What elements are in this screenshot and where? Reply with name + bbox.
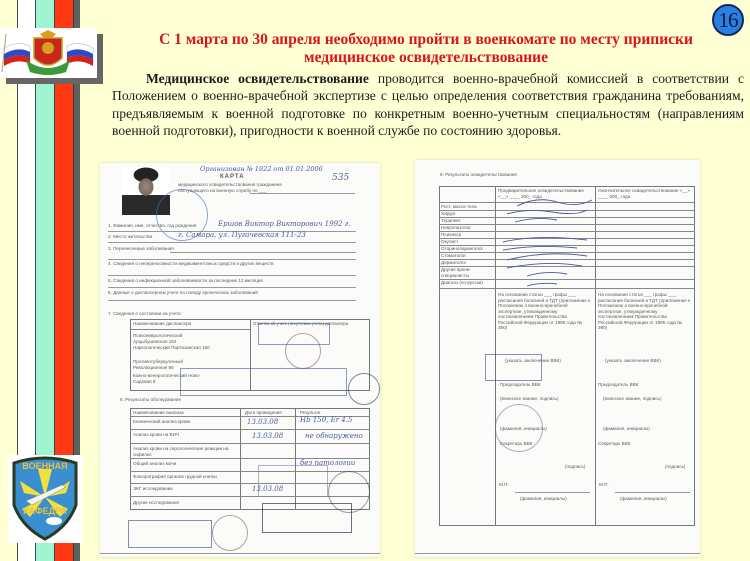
slide-title-line-1: С 1 марта по 30 апреля необходимо пройти в военкомате по месту приписки xyxy=(159,31,693,48)
medical-card-scan-page-1: Организован № 1922 от 01.01.2006 535 КАРТА медицинского освидетельствования гражданина поступающего на военную службу по ___ 1. Фамилия, имя, отчество, год рождения Ершов Виктор Викторович 1992 г. 2. Место жительства г. Самара, ул. Пугачевская 111-23 3. Перенесенные заболевания 4. Сведения о непереносимости медикаментозных средств и других веществ 5. Сведения о инфекционной заболеваемости за последние 12 месяцев 6. Данные о диспансерном учете по поводу хронических заболеваний 7. Сведения о состоянии на учете: Наименование диспансера Отметка об учете (отсутствии учета) диспансера Психоневрологический Арцыбушевская 152 Наркологический Партизанская 150 Противотуберкулезный Революционная 86 Кожно-венерологический Ново-Садовая 8 8. Результаты обследования Наименование анализа Дата проведения Результат Клинический анализ крови 13.03.08 Hb 150, Er 4.5 Анализ крови на ВИЧ 13.03.08 не обнаружено Анализ крови на серологические реакции на сифилис Общий анализ мочи без патологии Флюорография органов грудной клетки ЭКГ исследование 13.03.08 Другие исследования xyxy=(100,163,380,557)
field-label: 1. Фамилия, имя, отчество, год рождения xyxy=(108,223,197,228)
section-7-title: 7. Сведения о состоянии на учете: xyxy=(108,311,182,316)
row-label: Другие врачи-специалисты xyxy=(441,267,471,278)
row-label: Оториноларинголог xyxy=(441,246,484,251)
row-label: Дерматолог xyxy=(441,260,467,265)
card-number: 535 xyxy=(332,173,350,183)
conclusion-text-preliminary: На основании статьи ___ графы ___ расписания болезней и ТДТ (приложение к Положению о военно-врачебной экспертизе, утвержденному постановлением Правительства Российской Федерации от 1995 года № 390) xyxy=(498,292,591,330)
military-department-shield-icon xyxy=(8,455,82,543)
rectangular-stamp xyxy=(128,520,212,548)
row-label: Стоматолог xyxy=(441,253,467,258)
row-label: Психиатр xyxy=(441,232,462,237)
field-label: 6. Данные о диспансерном учете по поводу хронических заболеваний xyxy=(108,290,258,295)
results-row: Анализ крови на ВИЧ xyxy=(133,432,179,437)
slide-number-badge: 16 xyxy=(712,4,744,36)
field-value: г. Самара, ул. Пугачевская 111-23 xyxy=(178,231,306,239)
results-row: Клинический анализ крови xyxy=(133,419,191,424)
results-row: Общий анализ мочи xyxy=(133,461,177,466)
field-label: 5. Сведения о инфекционной заболеваемости за последние 12 месяцев xyxy=(108,278,263,283)
card-heading: КАРТА xyxy=(220,174,245,180)
row-label: Окулист xyxy=(441,239,459,244)
row-label: Рост, масса тела xyxy=(441,204,477,209)
results-row: ЭКГ исследование xyxy=(133,486,173,491)
handwritten-notes-icon xyxy=(497,190,597,290)
rectangular-stamp xyxy=(180,368,347,396)
rectangular-stamp xyxy=(262,503,352,533)
row-label: Терапевт xyxy=(441,218,461,223)
medical-card-scan-page-2: 9. Результаты освидетельствования Предварительное освидетельствование «__» ____ 200_ года Окончательное освидетельствование «__» ____ 200_ года Рост, масса тела Хирург Терапевт Невропатолог Психиатр Окулист Оториноларинголог Стоматолог Дерматолог Другие врачи-специалисты Диагноз (по-русски) На основании статьи ___ графы ___ расписания болезней и ТДТ (приложение к Положению о военно-врачебной экспертизе, утвержденному постановлением Правительства Российской Федерации от 1995 года № 390) На основании статьи ___ графы ___ расписания болезней и ТДТ (приложение к Положению о военно-врачебной экспертизе, утвержденному постановлением Правительства Российской Федерации от 1995 года № 390) (указать заключение ВВК) (указать заключение ВВК) Председатель ВВК Председатель ВВК (воинское звание, подпись) (воинское звание, подпись) (фамилия, инициалы) (фамилия, инициалы) Секретарь ВВК Секретарь ВВК (подпись) (подпись) М.П. М.П. (фамилия, инициалы) (фамилия, инициалы) xyxy=(415,160,700,557)
row-label: Невропатолог xyxy=(441,225,471,230)
svg-text:ВОЕННАЯ: ВОЕННАЯ xyxy=(22,461,68,471)
section-8-title: 8. Результаты обследования xyxy=(120,397,181,402)
results-row: Анализ крови на серологические реакции на сифилис xyxy=(133,446,229,457)
results-row: Флюорография органов грудной клетки xyxy=(133,474,217,479)
conclusion-text-final: На основании статьи ___ графы ___ расписания болезней и ТДТ (приложение к Положению о военно-врачебной экспертизе, утвержденному постановлением Правительства Российской Федерации от 1995 года № 390) xyxy=(598,292,691,330)
handwritten-header: Организован № 1922 от 01.01.2006 xyxy=(200,165,323,173)
round-stamp xyxy=(212,515,248,551)
row-label: Диагноз (по-русски) xyxy=(441,280,483,285)
rectangular-stamp xyxy=(485,354,542,381)
row-label: Хирург xyxy=(441,211,456,216)
field-label: 2. Место жительства xyxy=(108,234,153,239)
emblem-flags-icon xyxy=(0,28,97,78)
card-subheading-2: поступающего на военную службу по ___ xyxy=(178,188,267,193)
round-stamp xyxy=(348,373,380,405)
field-label: 4. Сведения о непереносимости медикаментозных средств и других веществ xyxy=(108,261,274,266)
description-paragraph xyxy=(112,70,744,140)
round-stamp xyxy=(285,333,321,369)
column-header-final: Окончательное освидетельствование «__» ____ 200_ года xyxy=(598,188,690,199)
field-label: 3. Перенесенные заболевания xyxy=(108,246,174,251)
armed-forces-emblem xyxy=(0,28,97,78)
paragraph-lead-term: Медицинское освидетельствование xyxy=(146,71,369,86)
field-value: Ершов Виктор Викторович 1992 г. xyxy=(218,220,351,228)
slide-title-line-2: медицинское освидетельствование xyxy=(304,49,548,66)
paragraph-body: проводится военно-врачебной комиссией в соответствии с Положением о военно-врачебной экспертизе с целью определения соответствия гражданина требованиям, предъявляемым к военной подготовке по конкретным военно-учетным специальностям (направлениям военной подготовки), пригодности к военной службе по состоянию здоровья. xyxy=(112,71,744,139)
slide-title xyxy=(112,31,740,67)
results-row: Другие исследования xyxy=(133,500,180,505)
military-department-emblem xyxy=(8,455,82,543)
svg-text:КАФЕДРА: КАФЕДРА xyxy=(23,506,67,516)
column-header-preliminary: Предварительное освидетельствование «__» ____ 200_ года xyxy=(498,188,584,199)
card-subheading-1: медицинского освидетельствования гражданина xyxy=(178,182,282,187)
section-9-title: 9. Результаты освидетельствования xyxy=(440,172,517,177)
